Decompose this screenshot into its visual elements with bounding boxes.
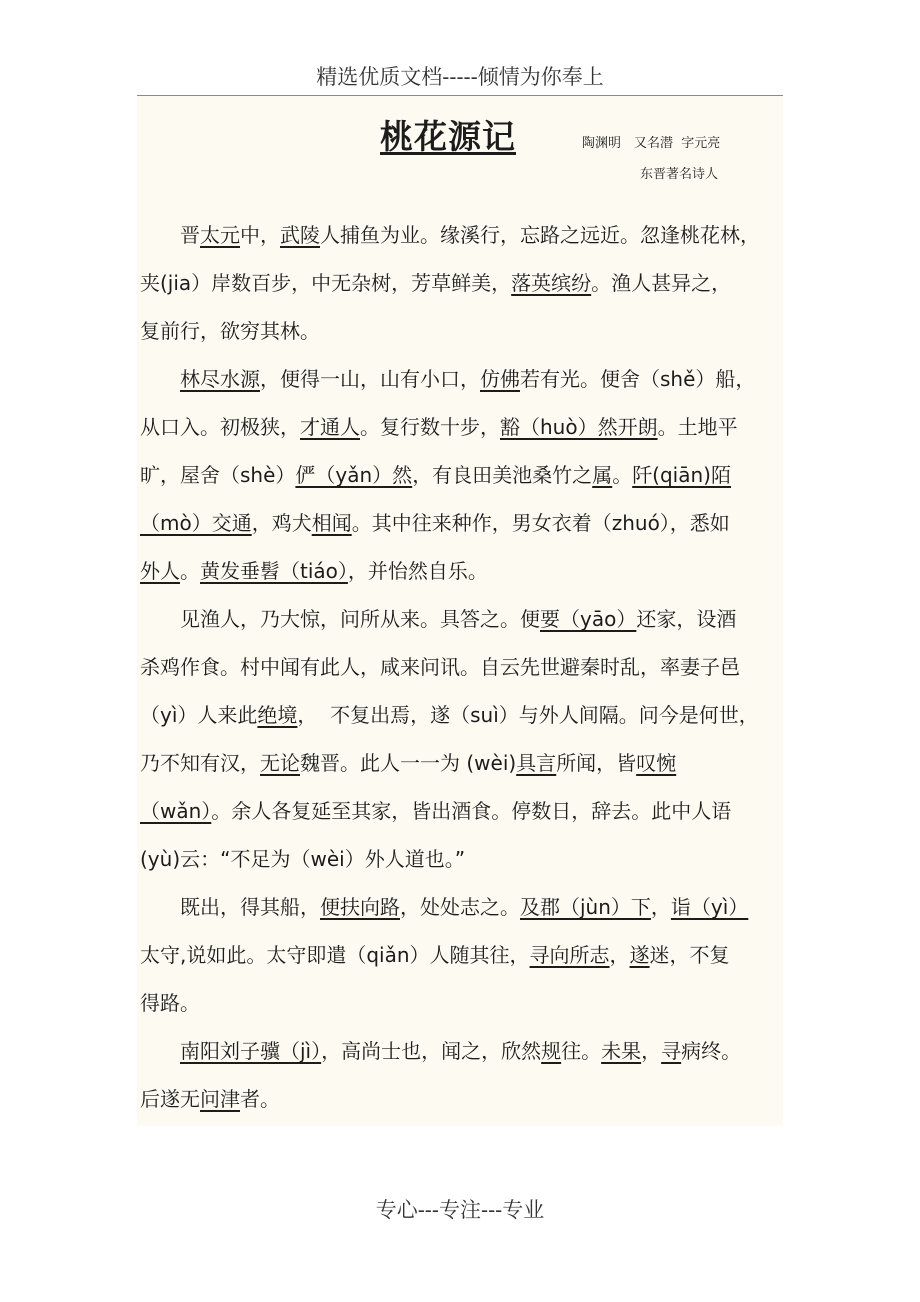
underlined-term: 要（yāo） bbox=[540, 607, 637, 631]
text-segment: 。其中往来种作，男女衣着（zhuó），悉如 bbox=[351, 511, 730, 535]
underlined-term: 仿佛 bbox=[480, 367, 520, 391]
underlined-term: 太元 bbox=[200, 223, 240, 247]
text-line bbox=[180, 1036, 741, 1066]
text-segment: 魏晋。此人一一为 (wèi) bbox=[300, 751, 517, 775]
underlined-term: 规 bbox=[541, 1039, 562, 1063]
text-segment: 。复行数十步， bbox=[360, 415, 500, 439]
underlined-term: 无论 bbox=[260, 751, 300, 775]
text-segment: 乃不知有汉， bbox=[140, 751, 260, 775]
text-segment: 。余人各复延至其家，皆出酒食。停数日，辞去。此中人语 bbox=[211, 799, 732, 823]
text-segment: 得路。 bbox=[140, 991, 200, 1015]
text-segment: 后遂无 bbox=[140, 1087, 200, 1111]
text-segment: 所闻，皆 bbox=[556, 751, 637, 775]
underlined-term: 问津 bbox=[200, 1087, 240, 1111]
text-line bbox=[140, 844, 465, 874]
underlined-term: 具言 bbox=[516, 751, 557, 775]
document-title: 桃花源记 bbox=[380, 117, 516, 156]
text-segment: 从口入。初极狭， bbox=[140, 415, 300, 439]
text-segment: （yì）人来此 bbox=[140, 703, 258, 727]
text-line bbox=[140, 412, 738, 442]
text-segment: 太守,说如此。太守即遣（qiǎn）人随其往， bbox=[140, 943, 530, 967]
text-segment: ， bbox=[641, 1039, 662, 1063]
text-line bbox=[140, 316, 320, 346]
text-segment: ，高尚士也，闻之，欣然 bbox=[321, 1039, 542, 1063]
text-line bbox=[140, 940, 730, 970]
author-era: 东晋著名诗人 bbox=[640, 167, 719, 182]
text-segment: 。 bbox=[612, 463, 633, 487]
underlined-term: 俨（yǎn）然 bbox=[295, 463, 413, 487]
underlined-term: 武陵 bbox=[280, 223, 320, 247]
text-segment: 晋 bbox=[180, 223, 200, 247]
text-line bbox=[140, 988, 200, 1018]
underlined-term: 阡(qiān)陌 bbox=[632, 463, 731, 487]
underlined-term: 林尽水源 bbox=[180, 367, 260, 391]
underlined-term: 南阳刘子骥（jì） bbox=[180, 1039, 322, 1063]
text-line bbox=[140, 268, 731, 298]
text-segment: ，便得一山，山有小口， bbox=[260, 367, 480, 391]
text-line bbox=[140, 700, 759, 730]
text-segment: (yù)云：“不足为（wèi）外人道也。” bbox=[140, 847, 466, 871]
text-segment: 。渔人甚异之， bbox=[591, 271, 732, 295]
text-segment: 。土地平 bbox=[657, 415, 738, 439]
underlined-term: （wǎn） bbox=[140, 799, 212, 823]
text-line bbox=[180, 220, 760, 250]
text-segment: 者。 bbox=[240, 1087, 280, 1111]
text-segment: ， 不复出焉，遂（suì）与外人间隔。问今是何世， bbox=[297, 703, 759, 727]
underlined-term: 诣（yì） bbox=[670, 895, 749, 919]
text-segment: ，鸡犬 bbox=[251, 511, 312, 535]
underlined-term: 落英缤纷 bbox=[511, 271, 592, 295]
text-segment: 若有光。便舍（shě）船， bbox=[520, 367, 756, 391]
text-line bbox=[140, 796, 731, 826]
author-info: 陶渊明 又名潜 字元亮 bbox=[582, 136, 721, 151]
underlined-term: 及郡（jùn）下 bbox=[520, 895, 651, 919]
text-segment: 病终。 bbox=[681, 1039, 742, 1063]
underlined-term: 绝境 bbox=[257, 703, 298, 727]
underlined-term: 黄发垂髫（tiáo） bbox=[200, 559, 348, 583]
text-segment: ，并怡然自乐。 bbox=[347, 559, 488, 583]
text-segment: 夹(jia）岸数百步，中无杂树，芳草鲜美， bbox=[140, 271, 512, 295]
underlined-term: 便扶向路 bbox=[320, 895, 400, 919]
text-line bbox=[140, 1084, 280, 1114]
text-line bbox=[180, 892, 748, 922]
text-segment: 中， bbox=[240, 223, 280, 247]
page-header: 精选优质文档-----倾情为你奉上 bbox=[316, 65, 604, 89]
underlined-term: 外人 bbox=[140, 559, 180, 583]
underlined-term: （mò）交通 bbox=[140, 511, 252, 535]
text-segment: 杀鸡作食。村中闻有此人，咸来问讯。自云先世避秦时乱，率妻子邑 bbox=[140, 655, 740, 679]
text-segment: 旷，屋舍（shè） bbox=[140, 463, 296, 487]
text-segment: 迷，不复 bbox=[649, 943, 730, 967]
text-segment: 见渔人，乃大惊，问所从来。具答之。便 bbox=[180, 607, 540, 631]
text-segment: 往。 bbox=[561, 1039, 602, 1063]
underlined-term: 相闻 bbox=[311, 511, 352, 535]
text-line bbox=[140, 556, 488, 586]
underlined-term: 未果 bbox=[601, 1039, 642, 1063]
text-segment: 既出，得其船， bbox=[180, 895, 320, 919]
text-line bbox=[140, 508, 730, 538]
text-line bbox=[140, 652, 740, 682]
text-segment: ，处处志之。 bbox=[400, 895, 520, 919]
underlined-term: 遂 bbox=[629, 943, 650, 967]
underlined-term: 才通人 bbox=[300, 415, 360, 439]
text-segment: 。 bbox=[180, 559, 200, 583]
underlined-term: 豁（huò）然开朗 bbox=[500, 415, 658, 439]
underlined-term: 叹惋 bbox=[636, 751, 677, 775]
page-footer: 专心---专注---专业 bbox=[375, 1198, 545, 1222]
text-segment: ，有良田美池桑竹之 bbox=[412, 463, 593, 487]
underlined-term: 寻 bbox=[661, 1039, 682, 1063]
text-segment: 还家，设酒 bbox=[636, 607, 737, 631]
underlined-term: 寻向所志 bbox=[529, 943, 610, 967]
text-segment: ， bbox=[609, 943, 630, 967]
text-line bbox=[180, 604, 736, 634]
text-segment: ， bbox=[650, 895, 671, 919]
underlined-term: 属 bbox=[592, 463, 613, 487]
text-line bbox=[180, 364, 755, 394]
text-line bbox=[140, 748, 676, 778]
text-segment: 人捕鱼为业。缘溪行，忘路之远近。忽逢桃花林， bbox=[320, 223, 760, 247]
text-segment: 复前行，欲穷其林。 bbox=[140, 319, 320, 343]
text-line bbox=[140, 460, 731, 490]
